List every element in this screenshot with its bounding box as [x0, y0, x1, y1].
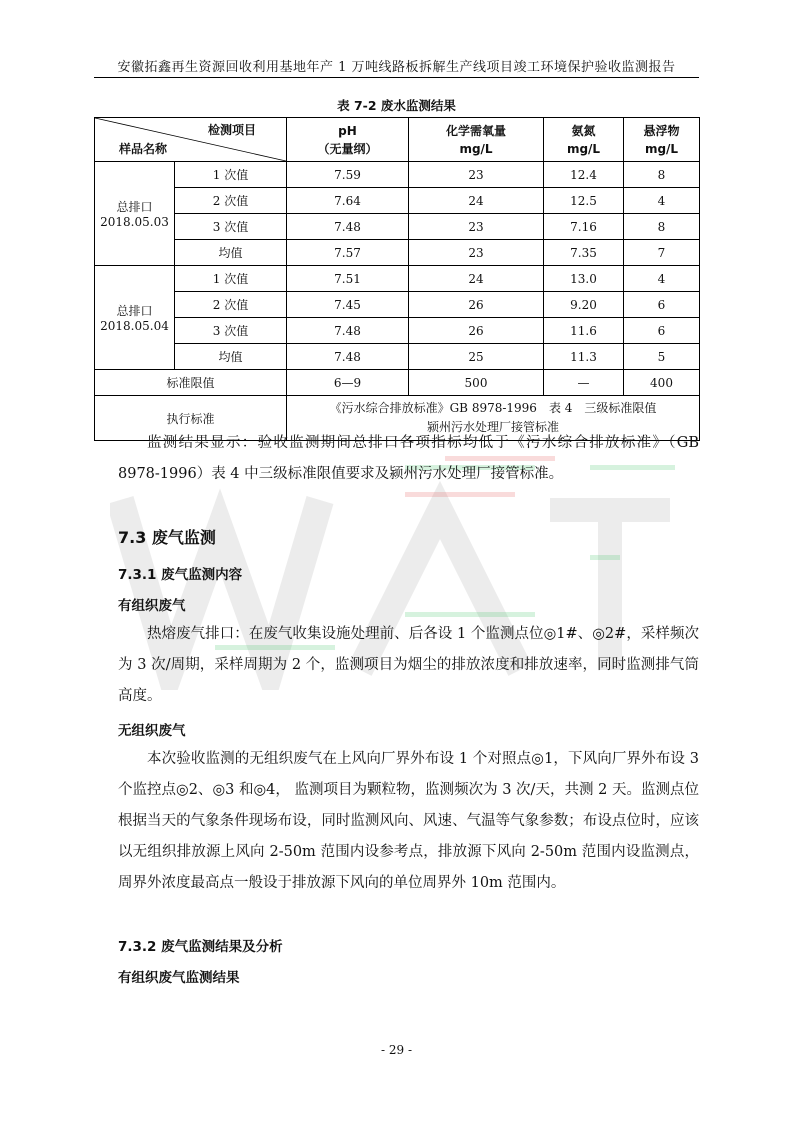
cell-value: 9.20	[544, 292, 624, 318]
col-header-line2: （无量纲）	[317, 141, 378, 156]
row-label: 2 次值	[175, 188, 287, 214]
limit-value: 400	[624, 370, 700, 396]
cell-value: 26	[409, 292, 544, 318]
table-row	[95, 344, 700, 370]
cell-value: 6	[624, 292, 700, 318]
cell-value: 11.6	[544, 318, 624, 344]
organized-gas-title: 有组织废气	[118, 598, 186, 614]
col-header-ss	[624, 118, 700, 162]
cell-value: 5	[624, 344, 700, 370]
diag-top-label: 检测项目	[207, 123, 256, 137]
row-label: 均值	[175, 240, 287, 266]
site-label: 总排口	[116, 304, 153, 318]
unorganized-gas-title: 无组织废气	[118, 723, 186, 739]
row-label: 3 次值	[175, 318, 287, 344]
limit-value: —	[544, 370, 624, 396]
col-header-line1: pH	[338, 123, 357, 138]
cell-value: 7.35	[544, 240, 624, 266]
table-row	[95, 318, 700, 344]
cell-value: 7.64	[287, 188, 409, 214]
row-label: 3 次值	[175, 214, 287, 240]
page-number: - 29 -	[380, 1043, 412, 1057]
diagonal-header-cell	[95, 118, 287, 162]
cell-value: 25	[409, 344, 544, 370]
col-header-line2: mg/L	[566, 141, 601, 156]
cell-value: 24	[409, 188, 544, 214]
col-header-ammonia	[544, 118, 624, 162]
cell-value: 7.45	[287, 292, 409, 318]
limit-value: 500	[409, 370, 544, 396]
col-header-line1: 氨氮	[571, 123, 596, 138]
col-header-line1: 化学需氧量	[445, 123, 506, 138]
cell-value: 12.4	[544, 162, 624, 188]
wastewater-results-table	[94, 117, 700, 441]
cell-value: 7.59	[287, 162, 409, 188]
standard-line2: 颍州污水处理厂接管标准	[426, 420, 559, 434]
cell-value: 4	[624, 188, 700, 214]
organized-gas-paragraph	[118, 619, 699, 712]
table-row	[95, 214, 700, 240]
cell-value: 8	[624, 162, 700, 188]
cell-value: 11.3	[544, 344, 624, 370]
organized-gas-text: 热熔废气排口：在废气收集设施处理前、后各设 1 个监测点位◎1#、◎2#，采样频次为 3 次/周期，采样周期为 2 个，监测项目为烟尘的排放浓度和排放速率，同时监测排气筒高度。	[118, 626, 699, 704]
page-header: 安徽拓鑫再生资源回收利用基地年产 1 万吨线路板拆解生产线项目竣工环境保护验收监测报告	[117, 60, 676, 75]
cell-value: 7.48	[287, 214, 409, 240]
table-row	[95, 188, 700, 214]
group-site-cell	[95, 162, 175, 266]
section-heading-7-3-1: 7.3.1 废气监测内容	[118, 567, 243, 583]
cell-value: 7.57	[287, 240, 409, 266]
diag-bottom-label: 样品名称	[119, 142, 168, 156]
limit-row	[95, 370, 700, 396]
row-label: 1 次值	[175, 162, 287, 188]
site-label: 总排口	[116, 200, 153, 214]
cell-value: 13.0	[544, 266, 624, 292]
cell-value: 7.48	[287, 318, 409, 344]
col-header-ph	[287, 118, 409, 162]
header-rule	[94, 77, 699, 78]
unorganized-gas-text: 本次验收监测的无组织废气在上风向厂界外布设 1 个对照点◎1，下风向厂界外布设 3 个监控点◎2、◎3 和◎4， 监测项目为颗粒物，监测频次为 3 次/天，共测 2 天。监测点位根据当天的气象条件现场布设，同时监测风向、风速、气温等气象参数；布设点位时，应该以无组织排放源上风向 2-50m 范围内设参考点，排放源下风向 2-50m 范围内设监测点，周界外浓度最高点一般设于排放源下风向的单位周界外 10m 范围内。	[118, 751, 699, 891]
col-header-line1: 悬浮物	[643, 123, 680, 138]
standard-line1: 《污水综合排放标准》GB 8978-1996 表 4 三级标准限值	[329, 401, 657, 415]
group-site-cell	[95, 266, 175, 370]
row-label: 均值	[175, 344, 287, 370]
cell-value: 23	[409, 240, 544, 266]
col-header-cod	[409, 118, 544, 162]
col-header-line2: mg/L	[644, 141, 679, 156]
highlight-mark	[405, 612, 535, 617]
highlight-mark	[590, 555, 620, 560]
cell-value: 8	[624, 214, 700, 240]
cell-value: 4	[624, 266, 700, 292]
cell-value: 24	[409, 266, 544, 292]
date-label: 2018.05.03	[100, 215, 169, 229]
table-header-row	[95, 118, 700, 162]
table-row	[95, 162, 700, 188]
col-header-line2: mg/L	[459, 141, 493, 156]
cell-value: 7	[624, 240, 700, 266]
organized-result-title: 有组织废气监测结果	[118, 970, 240, 986]
limit-value: 6—9	[287, 370, 409, 396]
cell-value: 12.5	[544, 188, 624, 214]
section-heading-7-3-2: 7.3.2 废气监测结果及分析	[118, 939, 283, 955]
table-row	[95, 240, 700, 266]
highlight-mark	[405, 492, 515, 497]
section-heading-7-3: 7.3 废气监测	[118, 528, 216, 547]
table-row	[95, 292, 700, 318]
unorganized-gas-paragraph	[118, 744, 699, 899]
limit-label: 标准限值	[95, 370, 287, 396]
row-label: 2 次值	[175, 292, 287, 318]
cell-value: 6	[624, 318, 700, 344]
date-label: 2018.05.04	[100, 319, 169, 333]
cell-value: 7.51	[287, 266, 409, 292]
cell-value: 23	[409, 162, 544, 188]
cell-value: 23	[409, 214, 544, 240]
row-label: 1 次值	[175, 266, 287, 292]
cell-value: 7.48	[287, 344, 409, 370]
cell-value: 26	[409, 318, 544, 344]
table-row	[95, 266, 700, 292]
table-caption: 表 7-2 废水监测结果	[337, 98, 456, 113]
cell-value: 7.16	[544, 214, 624, 240]
conclusion-text: 监测结果显示：验收监测期间总排口各项指标均低于《污水综合排放标准》（GB 8978-1996）表 4 中三级标准限值要求及颍州污水处理厂接管标准。	[118, 435, 699, 482]
conclusion-paragraph	[118, 428, 699, 490]
standard-label: 执行标准	[95, 396, 287, 441]
